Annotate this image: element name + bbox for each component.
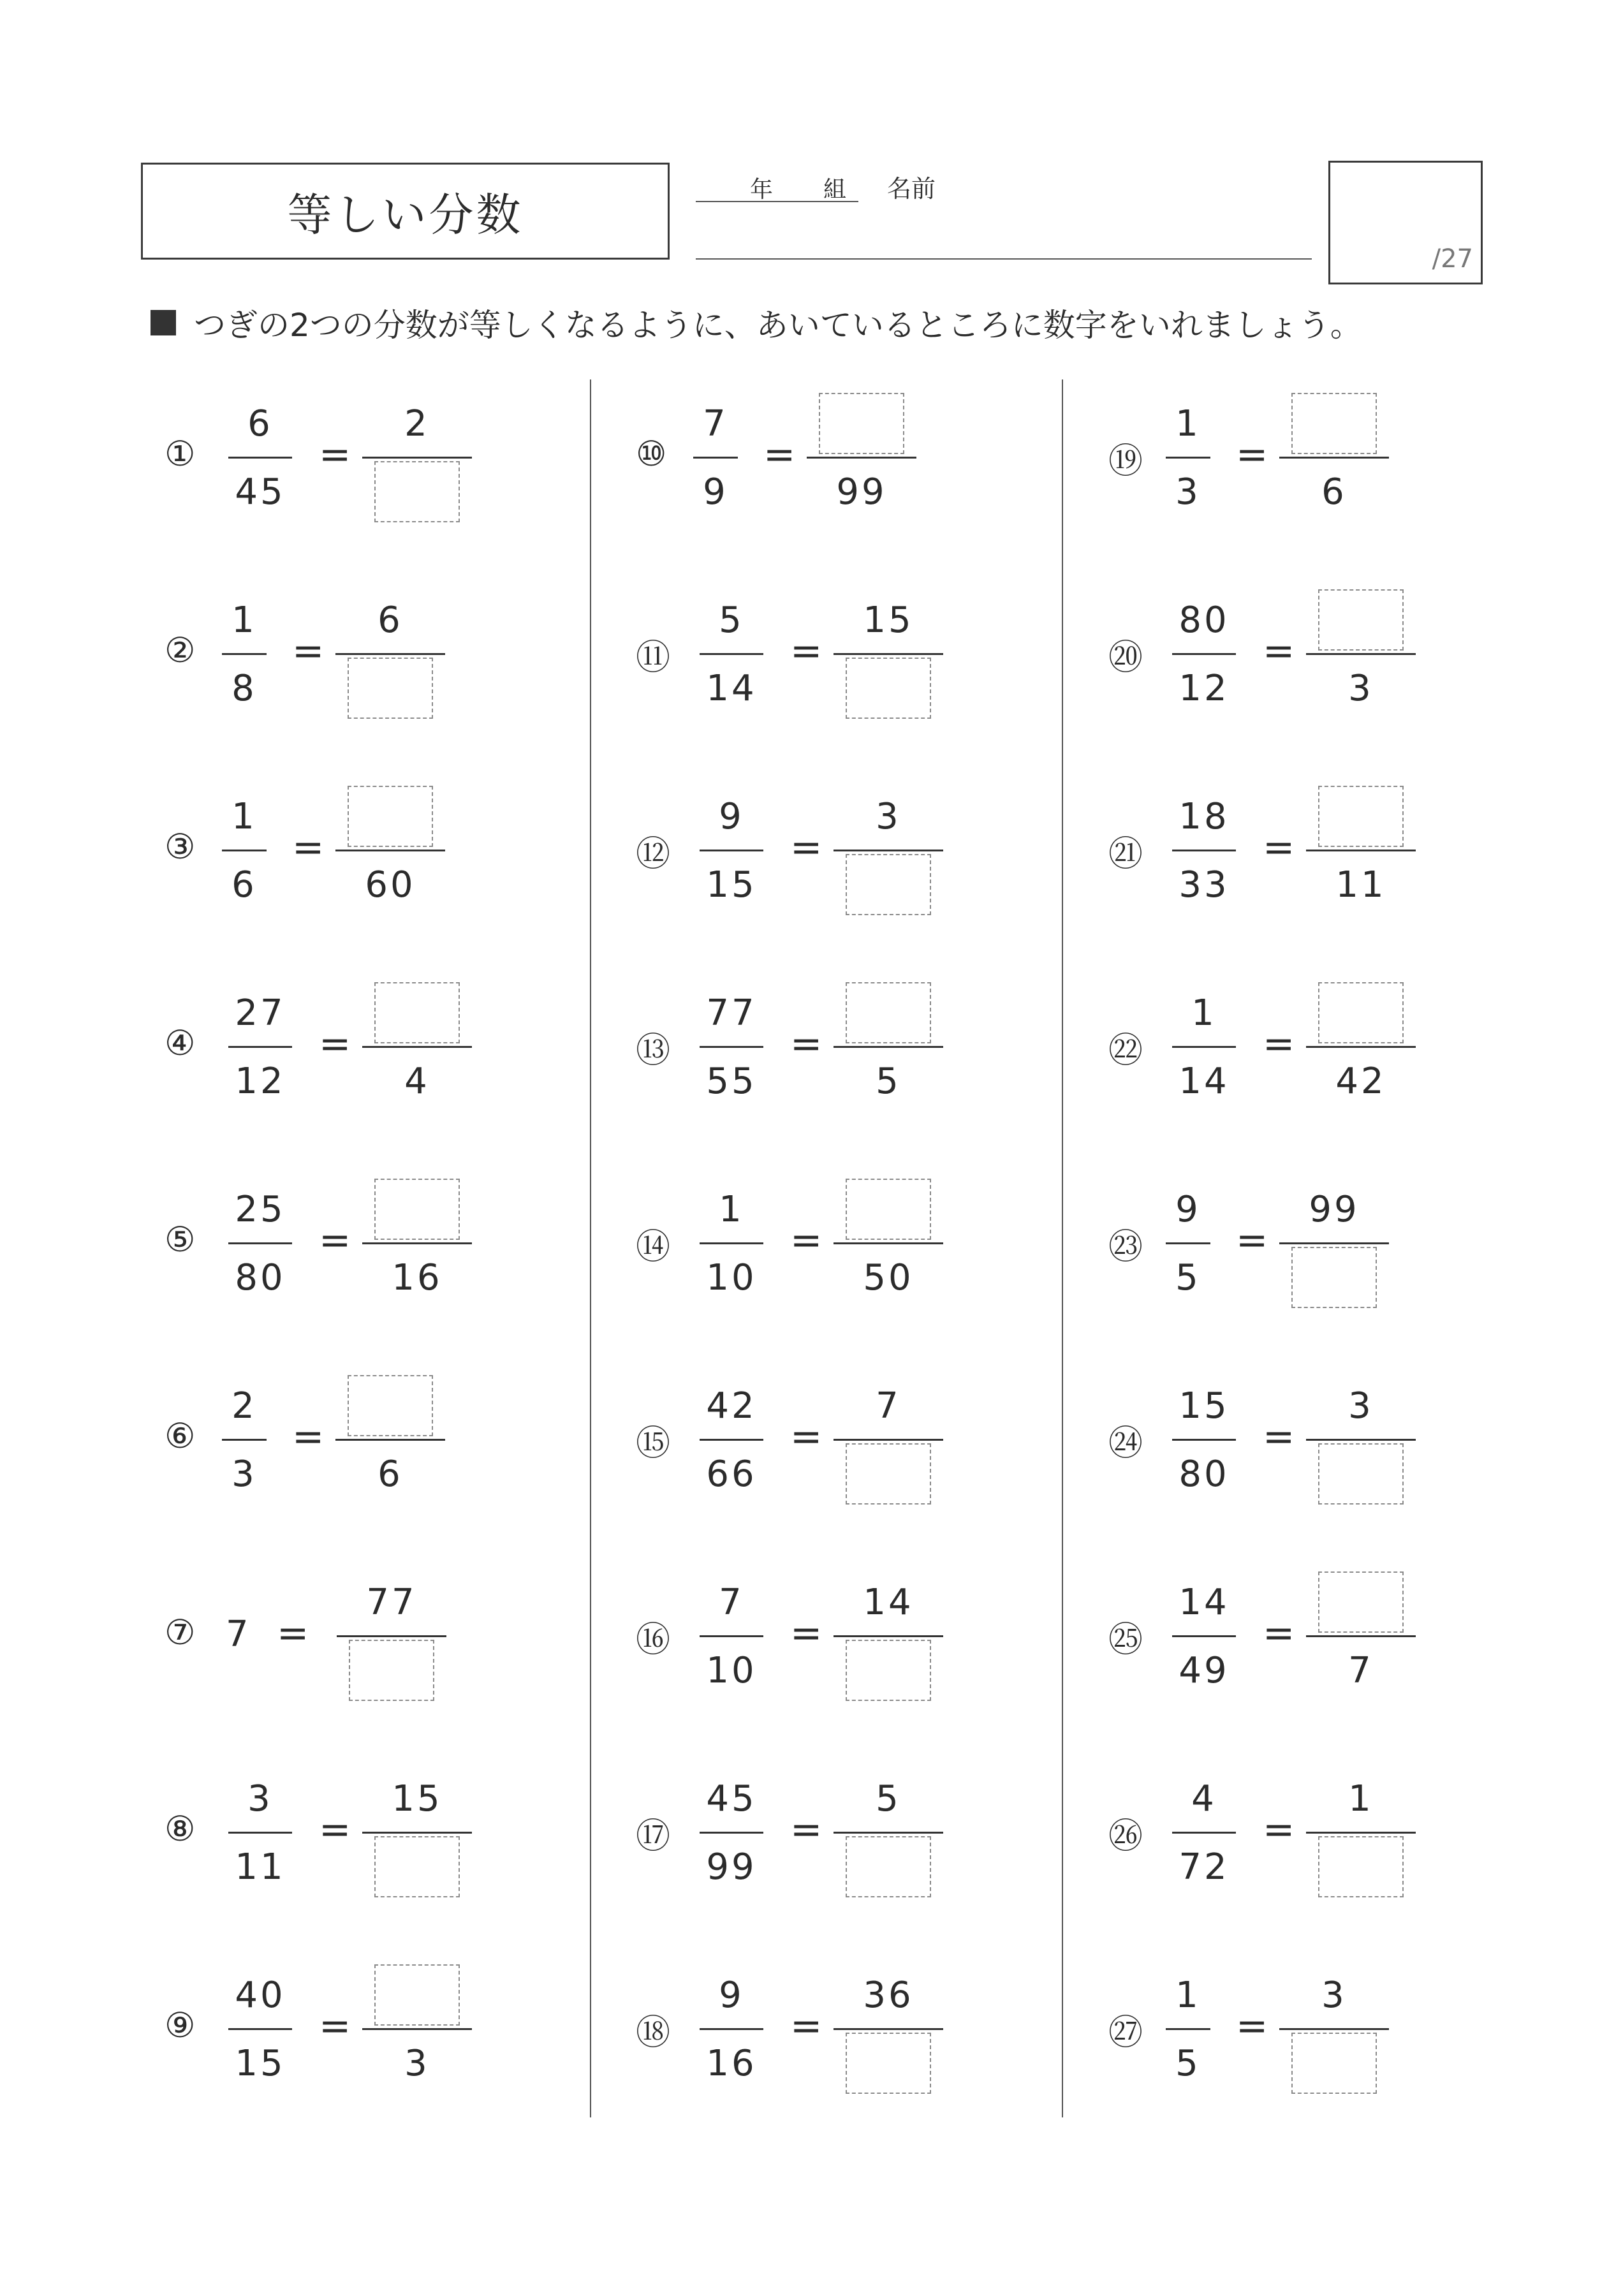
equals-sign: = (790, 1022, 823, 1066)
problem-number: ㉗ (1108, 2012, 1143, 2052)
left-fraction (700, 1765, 763, 1900)
left-numerator: 27 (235, 992, 286, 1034)
equals-sign: = (1263, 629, 1295, 673)
instruction-text: つぎの2つの分数が等しくなるように、あいているところに数字をいれましょう。 (194, 307, 1362, 344)
problem-number: ⑫ (636, 834, 670, 874)
left-fraction (1166, 1176, 1210, 1311)
right-fraction (362, 1176, 472, 1311)
worksheet-title: 等しい分数 (141, 163, 670, 260)
problem-number: ⑯ (636, 1619, 670, 1659)
problem-number: ⑤ (165, 1219, 196, 1260)
student-info-area (696, 163, 1314, 265)
left-fraction (228, 390, 292, 525)
problem-number: ① (165, 434, 196, 474)
left-whole-number: 7 (226, 1614, 249, 1655)
left-fraction (228, 1176, 292, 1311)
left-numerator: 6 (247, 402, 273, 445)
left-denominator: 11 (235, 1846, 286, 1888)
problem-number: ⑬ (636, 1030, 670, 1070)
right-fraction (1306, 783, 1416, 918)
left-fraction (222, 1372, 267, 1507)
left-numerator: 45 (706, 1777, 757, 1820)
right-numerator: 77 (366, 1581, 417, 1623)
equals-sign: = (1263, 1022, 1295, 1066)
score-box[interactable] (1328, 161, 1483, 284)
left-numerator: 40 (235, 1974, 286, 2016)
problem-number: ⑪ (636, 637, 670, 677)
problem-number: ⑩ (636, 434, 667, 474)
right-fraction (1306, 1765, 1416, 1900)
right-denominator: 7 (1348, 1649, 1374, 1691)
right-numerator: 2 (404, 402, 430, 445)
right-denominator: 60 (365, 864, 416, 906)
left-denominator: 14 (706, 667, 757, 709)
right-numerator: 15 (392, 1777, 443, 1820)
left-fraction (700, 1372, 763, 1507)
right-fraction (1279, 1176, 1389, 1311)
left-numerator: 1 (1191, 992, 1217, 1034)
class-label: 組 (823, 177, 847, 203)
answer-box[interactable] (846, 854, 931, 915)
right-fraction (362, 390, 472, 525)
left-numerator: 80 (1179, 599, 1230, 641)
answer-box[interactable] (846, 1443, 931, 1505)
left-denominator: 5 (1175, 2042, 1201, 2084)
equals-sign: = (763, 432, 796, 477)
left-numerator: 7 (719, 1581, 744, 1623)
answer-box[interactable] (1318, 589, 1404, 651)
left-fraction (222, 783, 267, 918)
equals-sign: = (790, 1415, 823, 1459)
right-denominator: 6 (1321, 471, 1347, 513)
right-numerator: 3 (1321, 1974, 1347, 2016)
right-fraction (834, 1569, 943, 1704)
right-fraction (834, 1176, 943, 1311)
problem-number: ⑭ (636, 1226, 670, 1267)
right-fraction (1306, 1372, 1416, 1507)
left-denominator: 3 (1175, 471, 1201, 513)
left-numerator: 3 (247, 1777, 273, 1820)
equals-sign: = (292, 629, 325, 673)
left-fraction (1172, 1765, 1236, 1900)
right-fraction (1279, 390, 1389, 525)
year-class-line[interactable] (696, 201, 858, 202)
left-fraction (700, 1176, 763, 1311)
right-fraction (1279, 1962, 1389, 2096)
problem-number: ② (165, 630, 196, 670)
left-denominator: 80 (235, 1256, 286, 1299)
problem-number: ⑧ (165, 1809, 196, 1849)
instruction (151, 300, 1362, 346)
answer-box[interactable] (374, 1836, 460, 1897)
right-fraction (807, 390, 916, 525)
right-numerator: 14 (863, 1581, 914, 1623)
equals-sign: = (1236, 2004, 1268, 2049)
score-total: /27 (1432, 244, 1473, 274)
equals-sign: = (790, 825, 823, 870)
left-fraction (228, 1765, 292, 1900)
left-numerator: 18 (1179, 795, 1230, 837)
answer-box[interactable] (1318, 1571, 1404, 1633)
equals-sign: = (1236, 432, 1268, 477)
left-denominator: 49 (1179, 1649, 1230, 1691)
left-numerator: 15 (1179, 1385, 1230, 1427)
problem-number: ③ (165, 827, 196, 867)
year-label: 年 (750, 177, 774, 203)
right-numerator: 3 (876, 795, 901, 837)
left-denominator: 55 (706, 1060, 757, 1102)
column-divider (1062, 379, 1063, 2117)
left-fraction (700, 980, 763, 1114)
problem-number: ㉓ (1108, 1226, 1143, 1267)
left-denominator: 9 (703, 471, 728, 513)
square-bullet-icon (151, 310, 176, 335)
equals-sign: = (1263, 1415, 1295, 1459)
right-fraction (362, 980, 472, 1114)
left-denominator: 3 (231, 1453, 257, 1495)
equals-sign: = (292, 825, 325, 870)
equals-sign: = (790, 1218, 823, 1263)
equals-sign: = (790, 2004, 823, 2049)
left-denominator: 5 (1175, 1256, 1201, 1299)
right-denominator: 4 (404, 1060, 430, 1102)
left-numerator: 42 (706, 1385, 757, 1427)
equals-sign: = (319, 1807, 351, 1852)
left-numerator: 1 (231, 795, 257, 837)
left-numerator: 1 (1175, 402, 1201, 445)
problem-number: ⑥ (165, 1416, 196, 1456)
problem-number: ㉕ (1108, 1619, 1143, 1659)
left-numerator: 9 (719, 1974, 744, 2016)
left-numerator: 1 (1175, 1974, 1201, 2016)
answer-box[interactable] (374, 461, 460, 522)
left-denominator: 15 (706, 864, 757, 906)
right-denominator: 6 (378, 1453, 403, 1495)
left-denominator: 12 (1179, 667, 1230, 709)
left-fraction (700, 783, 763, 918)
left-fraction (1166, 1962, 1210, 2096)
right-numerator: 15 (863, 599, 914, 641)
right-numerator: 99 (1309, 1188, 1360, 1230)
problem-number: ⑨ (165, 2005, 196, 2045)
left-fraction (228, 980, 292, 1114)
left-denominator: 99 (706, 1846, 757, 1888)
left-fraction (1172, 1569, 1236, 1704)
answer-box[interactable] (374, 1179, 460, 1240)
left-denominator: 66 (706, 1453, 757, 1495)
left-numerator: 5 (719, 599, 744, 641)
equals-sign: = (790, 1807, 823, 1852)
right-fraction (834, 1765, 943, 1900)
left-fraction (1166, 390, 1210, 525)
left-numerator: 4 (1191, 1777, 1217, 1820)
right-fraction (337, 1569, 446, 1704)
answer-box[interactable] (846, 658, 931, 719)
equals-sign: = (277, 1611, 309, 1656)
left-numerator: 7 (703, 402, 728, 445)
problem-number: ㉔ (1108, 1423, 1143, 1463)
right-numerator: 1 (1348, 1777, 1374, 1820)
equals-sign: = (1263, 1807, 1295, 1852)
right-denominator: 42 (1335, 1060, 1386, 1102)
answer-box[interactable] (1318, 982, 1404, 1043)
left-numerator: 1 (231, 599, 257, 641)
right-denominator: 16 (392, 1256, 443, 1299)
left-denominator: 15 (235, 2042, 286, 2084)
right-denominator: 99 (836, 471, 887, 513)
left-denominator: 45 (235, 471, 286, 513)
right-fraction (362, 1962, 472, 2096)
answer-box[interactable] (819, 393, 904, 454)
answer-box[interactable] (846, 1640, 931, 1701)
answer-box[interactable] (1318, 1443, 1404, 1505)
problem-number: ㉒ (1108, 1030, 1143, 1070)
right-fraction (1306, 587, 1416, 721)
equals-sign: = (319, 432, 351, 477)
left-numerator: 14 (1179, 1581, 1230, 1623)
left-numerator: 9 (719, 795, 744, 837)
left-denominator: 10 (706, 1256, 757, 1299)
answer-box[interactable] (374, 982, 460, 1043)
problem-number: ④ (165, 1023, 196, 1063)
answer-box[interactable] (846, 2033, 931, 2094)
right-denominator: 5 (876, 1060, 901, 1102)
right-fraction (834, 587, 943, 721)
left-fraction (222, 587, 267, 721)
name-line[interactable] (696, 258, 1312, 260)
equals-sign: = (292, 1415, 325, 1459)
answer-box[interactable] (1318, 1836, 1404, 1897)
answer-box[interactable] (349, 1640, 434, 1701)
answer-box[interactable] (846, 1179, 931, 1240)
right-fraction (335, 1372, 445, 1507)
left-numerator: 9 (1175, 1188, 1201, 1230)
answer-box[interactable] (1291, 1247, 1377, 1308)
left-numerator: 25 (235, 1188, 286, 1230)
left-denominator: 10 (706, 1649, 757, 1691)
left-denominator: 16 (706, 2042, 757, 2084)
answer-box[interactable] (374, 1964, 460, 2026)
problem-number: ⑰ (636, 1816, 670, 1856)
right-fraction (834, 1372, 943, 1507)
problem-number: ⑱ (636, 2012, 670, 2052)
problem-number: ⑳ (1108, 637, 1143, 677)
left-denominator: 80 (1179, 1453, 1230, 1495)
left-denominator: 72 (1179, 1846, 1230, 1888)
left-denominator: 6 (231, 864, 257, 906)
name-label: 名前 (887, 175, 936, 203)
answer-box[interactable] (1318, 786, 1404, 847)
left-denominator: 14 (1179, 1060, 1230, 1102)
answer-box[interactable] (846, 1836, 931, 1897)
equals-sign: = (1263, 1611, 1295, 1656)
left-fraction (1172, 980, 1236, 1114)
left-fraction (1172, 1372, 1236, 1507)
right-fraction (362, 1765, 472, 1900)
answer-box[interactable] (846, 982, 931, 1043)
answer-box[interactable] (348, 1375, 433, 1436)
problem-number: ⑮ (636, 1423, 670, 1463)
left-numerator: 2 (231, 1385, 257, 1427)
equals-sign: = (790, 629, 823, 673)
left-fraction (700, 1962, 763, 2096)
left-numerator: 1 (719, 1188, 744, 1230)
left-fraction (693, 390, 738, 525)
answer-box[interactable] (1291, 2033, 1377, 2094)
right-fraction (1306, 1569, 1416, 1704)
right-fraction (1306, 980, 1416, 1114)
left-numerator: 77 (706, 992, 757, 1034)
right-numerator: 36 (863, 1974, 914, 2016)
problem-number: ㉖ (1108, 1816, 1143, 1856)
answer-box[interactable] (348, 658, 433, 719)
problem-number: ⑲ (1108, 441, 1143, 481)
right-fraction (335, 587, 445, 721)
left-fraction (700, 1569, 763, 1704)
right-denominator: 50 (863, 1256, 914, 1299)
right-fraction (335, 783, 445, 918)
left-denominator: 33 (1179, 864, 1230, 906)
equals-sign: = (1236, 1218, 1268, 1263)
equals-sign: = (319, 1218, 351, 1263)
equals-sign: = (790, 1611, 823, 1656)
left-denominator: 8 (231, 667, 257, 709)
right-numerator: 6 (378, 599, 403, 641)
column-divider (590, 379, 591, 2117)
answer-box[interactable] (1291, 393, 1377, 454)
right-denominator: 3 (1348, 667, 1374, 709)
right-denominator: 11 (1335, 864, 1386, 906)
problem-number: ㉑ (1108, 834, 1143, 874)
right-numerator: 3 (1348, 1385, 1374, 1427)
right-denominator: 3 (404, 2042, 430, 2084)
right-numerator: 7 (876, 1385, 901, 1427)
right-numerator: 5 (876, 1777, 901, 1820)
problem-number: ⑦ (165, 1612, 196, 1652)
right-fraction (834, 980, 943, 1114)
left-fraction (1172, 783, 1236, 918)
equals-sign: = (319, 2004, 351, 2049)
left-fraction (228, 1962, 292, 2096)
left-fraction (700, 587, 763, 721)
left-fraction (1172, 587, 1236, 721)
equals-sign: = (319, 1022, 351, 1066)
answer-box[interactable] (348, 786, 433, 847)
right-fraction (834, 783, 943, 918)
equals-sign: = (1263, 825, 1295, 870)
left-denominator: 12 (235, 1060, 286, 1102)
right-fraction (834, 1962, 943, 2096)
